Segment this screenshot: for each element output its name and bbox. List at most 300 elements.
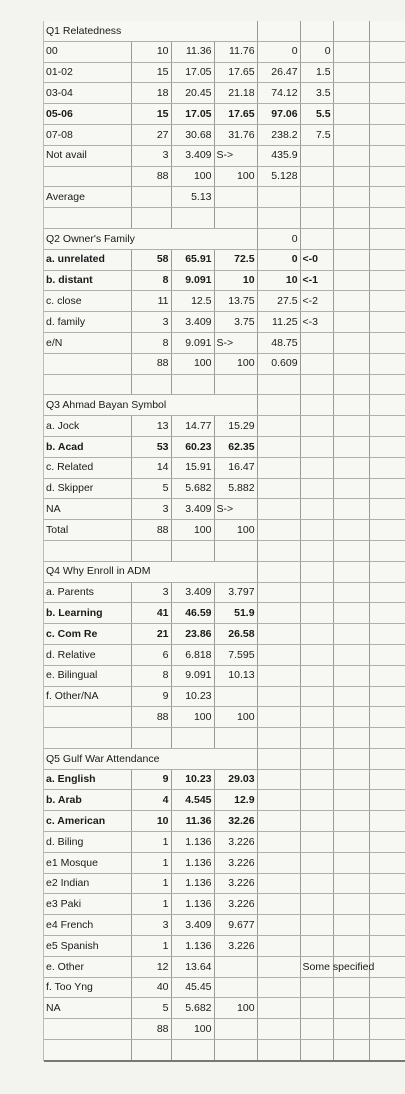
cell-count: 13 bbox=[131, 416, 171, 437]
cell-label: NA bbox=[44, 998, 131, 1019]
table-row bbox=[44, 332, 405, 353]
empty-cell bbox=[257, 208, 300, 229]
empty-cell bbox=[333, 540, 369, 561]
cell-valid-percent: 62.35 bbox=[214, 436, 257, 457]
empty-cell bbox=[369, 748, 405, 769]
table-row bbox=[44, 83, 405, 104]
empty-cell bbox=[369, 520, 405, 541]
cell-label: a. Jock bbox=[44, 416, 131, 437]
empty-cell bbox=[369, 21, 405, 41]
cell-count: 12 bbox=[131, 956, 171, 977]
empty-cell bbox=[300, 624, 333, 645]
cell-percent: 100 bbox=[171, 520, 214, 541]
empty-cell bbox=[369, 540, 405, 561]
empty-cell bbox=[257, 852, 300, 873]
cell-percent: 3.409 bbox=[171, 312, 214, 333]
empty-cell bbox=[333, 332, 369, 353]
empty-cell bbox=[257, 728, 300, 749]
empty-cell bbox=[257, 457, 300, 478]
empty-cell bbox=[369, 873, 405, 894]
empty-cell bbox=[171, 1040, 214, 1061]
empty-cell bbox=[369, 145, 405, 166]
cell-valid-percent: 7.595 bbox=[214, 644, 257, 665]
section-title: Q3 Ahmad Bayan Symbol bbox=[44, 395, 257, 416]
cell-col-f: 5.5 bbox=[300, 104, 333, 125]
cell-percent: 65.91 bbox=[171, 249, 214, 270]
cell-valid-percent: 3.75 bbox=[214, 312, 257, 333]
cell-valid-percent: 5.882 bbox=[214, 478, 257, 499]
empty-cell bbox=[257, 416, 300, 437]
cell-count: 8 bbox=[131, 270, 171, 291]
cell-valid-percent: S-> bbox=[214, 332, 257, 353]
table-row bbox=[44, 291, 405, 312]
table-row bbox=[44, 977, 405, 998]
cell-percent: 10.23 bbox=[171, 686, 214, 707]
empty-cell bbox=[333, 790, 369, 811]
cell-label: 00 bbox=[44, 41, 131, 62]
table-row bbox=[44, 104, 405, 125]
empty-cell bbox=[300, 561, 333, 582]
empty-cell bbox=[333, 249, 369, 270]
empty-cell bbox=[300, 208, 333, 229]
table-row bbox=[44, 1019, 405, 1040]
cell-label: d. Relative bbox=[44, 644, 131, 665]
empty-cell bbox=[369, 312, 405, 333]
cell-percent: 1.136 bbox=[171, 873, 214, 894]
table-row bbox=[44, 956, 405, 977]
empty-cell bbox=[333, 873, 369, 894]
empty-cell bbox=[333, 353, 369, 374]
empty-cell bbox=[333, 707, 369, 728]
empty-cell bbox=[333, 686, 369, 707]
empty-cell bbox=[44, 1019, 131, 1040]
cell-percent: 100 bbox=[171, 353, 214, 374]
empty-cell bbox=[257, 707, 300, 728]
empty-cell bbox=[333, 1040, 369, 1061]
table-row bbox=[44, 62, 405, 83]
empty-cell bbox=[369, 624, 405, 645]
empty-cell bbox=[369, 62, 405, 83]
section-title: Q5 Gulf War Attendance bbox=[44, 748, 257, 769]
table-row bbox=[44, 665, 405, 686]
empty-cell bbox=[131, 374, 171, 395]
empty-cell bbox=[300, 603, 333, 624]
table-row bbox=[44, 603, 405, 624]
cell-percent: 45.45 bbox=[171, 977, 214, 998]
cell-label: f. Too Yng bbox=[44, 977, 131, 998]
empty-cell bbox=[171, 208, 214, 229]
cell-count: 88 bbox=[131, 166, 171, 187]
table-row bbox=[44, 478, 405, 499]
table-row bbox=[44, 436, 405, 457]
section-title: Q1 Relatedness bbox=[44, 21, 257, 41]
empty-cell bbox=[257, 478, 300, 499]
empty-cell bbox=[131, 728, 171, 749]
cell-count: 15 bbox=[131, 62, 171, 83]
empty-cell bbox=[300, 998, 333, 1019]
empty-cell bbox=[369, 332, 405, 353]
table-row bbox=[44, 457, 405, 478]
empty-cell bbox=[369, 395, 405, 416]
cell-label: c. American bbox=[44, 811, 131, 832]
spacer-row bbox=[44, 1040, 405, 1061]
cell-valid-percent: 12.9 bbox=[214, 790, 257, 811]
cell-col-e: 48.75 bbox=[257, 332, 300, 353]
empty-cell bbox=[300, 811, 333, 832]
empty-cell bbox=[44, 540, 131, 561]
cell-label: a. English bbox=[44, 769, 131, 790]
cell-valid-percent: 10.13 bbox=[214, 665, 257, 686]
empty-cell bbox=[369, 956, 405, 977]
empty-cell bbox=[257, 21, 300, 41]
empty-cell bbox=[369, 561, 405, 582]
cell-count: 11 bbox=[131, 291, 171, 312]
cell-percent: 100 bbox=[171, 707, 214, 728]
cell-percent: 10.23 bbox=[171, 769, 214, 790]
empty-cell bbox=[171, 374, 214, 395]
empty-cell bbox=[333, 728, 369, 749]
cell-label: e. Other bbox=[44, 956, 131, 977]
cell-count: 1 bbox=[131, 936, 171, 957]
cell-percent: 1.136 bbox=[171, 936, 214, 957]
empty-cell bbox=[300, 228, 333, 249]
cell-label: Not avail bbox=[44, 145, 131, 166]
table-row bbox=[44, 270, 405, 291]
table-row bbox=[44, 353, 405, 374]
empty-cell bbox=[333, 291, 369, 312]
empty-cell bbox=[214, 208, 257, 229]
cell-valid-percent: 15.29 bbox=[214, 416, 257, 437]
empty-cell bbox=[369, 811, 405, 832]
empty-cell bbox=[333, 915, 369, 936]
table-row bbox=[44, 582, 405, 603]
section-title-row bbox=[44, 748, 405, 769]
cell-percent: 1.136 bbox=[171, 894, 214, 915]
empty-cell bbox=[333, 748, 369, 769]
empty-cell bbox=[44, 208, 131, 229]
empty-cell bbox=[333, 644, 369, 665]
cell-valid-percent: 51.9 bbox=[214, 603, 257, 624]
empty-cell bbox=[369, 416, 405, 437]
empty-cell bbox=[131, 540, 171, 561]
empty-cell bbox=[369, 270, 405, 291]
cell-count: 6 bbox=[131, 644, 171, 665]
empty-cell bbox=[131, 187, 171, 208]
cell-col-f: <-3 bbox=[300, 312, 333, 333]
cell-count: 88 bbox=[131, 353, 171, 374]
empty-cell bbox=[257, 395, 300, 416]
empty-cell bbox=[300, 332, 333, 353]
empty-cell bbox=[257, 894, 300, 915]
cell-percent: 9.091 bbox=[171, 270, 214, 291]
empty-cell bbox=[369, 353, 405, 374]
empty-cell bbox=[300, 457, 333, 478]
empty-cell bbox=[369, 124, 405, 145]
cell-count: 3 bbox=[131, 145, 171, 166]
cell-label: c. Related bbox=[44, 457, 131, 478]
cell-col-f: 0 bbox=[300, 41, 333, 62]
cell-count: 4 bbox=[131, 790, 171, 811]
table-row bbox=[44, 166, 405, 187]
empty-cell bbox=[333, 624, 369, 645]
empty-cell bbox=[300, 894, 333, 915]
cell-label: e2 Indian bbox=[44, 873, 131, 894]
cell-col-f: 3.5 bbox=[300, 83, 333, 104]
table-row bbox=[44, 624, 405, 645]
empty-cell bbox=[333, 769, 369, 790]
empty-cell bbox=[369, 478, 405, 499]
cell-count: 1 bbox=[131, 832, 171, 853]
empty-cell bbox=[214, 540, 257, 561]
cell-percent: 17.05 bbox=[171, 62, 214, 83]
empty-cell bbox=[300, 353, 333, 374]
empty-cell bbox=[333, 977, 369, 998]
cell-label: b. Learning bbox=[44, 603, 131, 624]
table-row bbox=[44, 998, 405, 1019]
empty-cell bbox=[131, 1040, 171, 1061]
empty-cell bbox=[333, 62, 369, 83]
cell-count: 1 bbox=[131, 873, 171, 894]
cell-percent: 3.409 bbox=[171, 145, 214, 166]
empty-cell bbox=[369, 1019, 405, 1040]
table-row bbox=[44, 707, 405, 728]
empty-cell bbox=[257, 561, 300, 582]
empty-cell bbox=[257, 665, 300, 686]
cell-label: b. distant bbox=[44, 270, 131, 291]
cell-valid-percent: 3.226 bbox=[214, 936, 257, 957]
empty-cell bbox=[300, 395, 333, 416]
empty-cell bbox=[300, 1040, 333, 1061]
cell-percent: 5.682 bbox=[171, 478, 214, 499]
cell-col-e: 0 bbox=[257, 41, 300, 62]
empty-cell bbox=[300, 145, 333, 166]
table-row bbox=[44, 852, 405, 873]
empty-cell bbox=[369, 457, 405, 478]
empty-cell bbox=[257, 936, 300, 957]
cell-percent: 3.409 bbox=[171, 582, 214, 603]
cell-count: 18 bbox=[131, 83, 171, 104]
cell-label: e4 French bbox=[44, 915, 131, 936]
empty-cell bbox=[333, 21, 369, 41]
empty-cell bbox=[300, 166, 333, 187]
empty-cell bbox=[369, 208, 405, 229]
cell-col-e: 11.25 bbox=[257, 312, 300, 333]
cell-percent: 4.545 bbox=[171, 790, 214, 811]
empty-cell bbox=[257, 1019, 300, 1040]
cell-valid-percent: S-> bbox=[214, 499, 257, 520]
table-row bbox=[44, 499, 405, 520]
empty-cell bbox=[333, 208, 369, 229]
empty-cell bbox=[257, 998, 300, 1019]
cell-col-f: <-2 bbox=[300, 291, 333, 312]
empty-cell bbox=[257, 540, 300, 561]
cell-label: Total bbox=[44, 520, 131, 541]
empty-cell bbox=[257, 436, 300, 457]
empty-cell bbox=[300, 21, 333, 41]
cell-valid-percent: 100 bbox=[214, 166, 257, 187]
empty-cell bbox=[369, 83, 405, 104]
empty-cell bbox=[333, 436, 369, 457]
cell-valid-percent: 29.03 bbox=[214, 769, 257, 790]
empty-cell bbox=[369, 728, 405, 749]
empty-cell bbox=[369, 603, 405, 624]
empty-cell bbox=[333, 832, 369, 853]
empty-cell bbox=[257, 686, 300, 707]
cell-percent: 9.091 bbox=[171, 665, 214, 686]
empty-cell bbox=[171, 728, 214, 749]
empty-cell bbox=[300, 686, 333, 707]
empty-cell bbox=[300, 873, 333, 894]
empty-cell bbox=[214, 374, 257, 395]
cell-percent: 3.409 bbox=[171, 499, 214, 520]
empty-cell bbox=[257, 499, 300, 520]
empty-cell bbox=[333, 104, 369, 125]
empty-cell bbox=[333, 603, 369, 624]
cell-valid-percent: 100 bbox=[214, 353, 257, 374]
empty-cell bbox=[333, 312, 369, 333]
section-title: Q2 Owner's Family bbox=[44, 228, 257, 249]
empty-cell bbox=[333, 83, 369, 104]
empty-cell bbox=[333, 1019, 369, 1040]
cell-percent: 5.13 bbox=[171, 187, 214, 208]
cell-percent: 1.136 bbox=[171, 832, 214, 853]
table-row bbox=[44, 811, 405, 832]
empty-cell bbox=[369, 104, 405, 125]
empty-cell bbox=[333, 416, 369, 437]
spacer-row bbox=[44, 728, 405, 749]
empty-cell bbox=[171, 540, 214, 561]
empty-cell bbox=[257, 790, 300, 811]
empty-cell bbox=[300, 644, 333, 665]
cell-label: f. Other/NA bbox=[44, 686, 131, 707]
cell-percent: 15.91 bbox=[171, 457, 214, 478]
cell-count: 40 bbox=[131, 977, 171, 998]
empty-cell bbox=[369, 499, 405, 520]
cell-count: 58 bbox=[131, 249, 171, 270]
cell-valid-percent: 3.226 bbox=[214, 852, 257, 873]
empty-cell bbox=[333, 41, 369, 62]
cell-valid-percent: 3.226 bbox=[214, 832, 257, 853]
cell-valid-percent: 17.65 bbox=[214, 104, 257, 125]
table-row bbox=[44, 769, 405, 790]
cell-label: d. family bbox=[44, 312, 131, 333]
table-row bbox=[44, 644, 405, 665]
cell-col-f: <-1 bbox=[300, 270, 333, 291]
cell-col-e: 97.06 bbox=[257, 104, 300, 125]
table-row bbox=[44, 873, 405, 894]
cell-valid-percent: 100 bbox=[214, 998, 257, 1019]
empty-cell bbox=[333, 811, 369, 832]
cell-col-e: 435.9 bbox=[257, 145, 300, 166]
empty-cell bbox=[369, 436, 405, 457]
cell-valid-percent: 13.75 bbox=[214, 291, 257, 312]
spacer-row bbox=[44, 374, 405, 395]
empty-cell bbox=[369, 915, 405, 936]
cell-count: 53 bbox=[131, 436, 171, 457]
cell-col-e: 5.128 bbox=[257, 166, 300, 187]
empty-cell bbox=[369, 977, 405, 998]
empty-cell bbox=[300, 832, 333, 853]
cell-valid-percent: 3.797 bbox=[214, 582, 257, 603]
section-title: Q4 Why Enroll in ADM bbox=[44, 561, 257, 582]
empty-cell bbox=[333, 457, 369, 478]
table-row bbox=[44, 41, 405, 62]
empty-cell bbox=[369, 852, 405, 873]
empty-cell bbox=[44, 1040, 131, 1061]
empty-cell bbox=[44, 374, 131, 395]
cell-label: NA bbox=[44, 499, 131, 520]
cell-valid-percent: 31.76 bbox=[214, 124, 257, 145]
empty-cell bbox=[214, 977, 257, 998]
empty-cell bbox=[300, 520, 333, 541]
cell-label: b. Arab bbox=[44, 790, 131, 811]
cell-label: 03-04 bbox=[44, 83, 131, 104]
cell-label: e5 Spanish bbox=[44, 936, 131, 957]
cell-percent: 17.05 bbox=[171, 104, 214, 125]
cell-count: 14 bbox=[131, 457, 171, 478]
empty-cell bbox=[300, 478, 333, 499]
cell-label: c. close bbox=[44, 291, 131, 312]
empty-cell bbox=[333, 270, 369, 291]
section-title-row bbox=[44, 395, 405, 416]
cell-count: 88 bbox=[131, 707, 171, 728]
cell-count: 41 bbox=[131, 603, 171, 624]
cell-percent: 9.091 bbox=[171, 332, 214, 353]
empty-cell bbox=[257, 187, 300, 208]
cell-col-e: 26.47 bbox=[257, 62, 300, 83]
empty-cell bbox=[333, 582, 369, 603]
empty-cell bbox=[333, 520, 369, 541]
empty-cell bbox=[333, 936, 369, 957]
empty-cell bbox=[369, 582, 405, 603]
empty-cell bbox=[369, 998, 405, 1019]
empty-cell bbox=[257, 811, 300, 832]
empty-cell bbox=[369, 41, 405, 62]
cell-percent: 1.136 bbox=[171, 852, 214, 873]
empty-cell bbox=[131, 208, 171, 229]
empty-cell bbox=[214, 686, 257, 707]
section-title-row bbox=[44, 561, 405, 582]
empty-cell bbox=[300, 936, 333, 957]
cell-col-f: 7.5 bbox=[300, 124, 333, 145]
cell-count: 3 bbox=[131, 312, 171, 333]
cell-label: e1 Mosque bbox=[44, 852, 131, 873]
empty-cell bbox=[257, 769, 300, 790]
cell-label: Average bbox=[44, 187, 131, 208]
cell-label: d. Skipper bbox=[44, 478, 131, 499]
cell-valid-percent: 32.26 bbox=[214, 811, 257, 832]
cell-valid-percent: 17.65 bbox=[214, 62, 257, 83]
empty-cell bbox=[44, 707, 131, 728]
empty-cell bbox=[257, 915, 300, 936]
cell-col-f: <-0 bbox=[300, 249, 333, 270]
empty-cell bbox=[369, 707, 405, 728]
empty-cell bbox=[300, 748, 333, 769]
empty-cell bbox=[369, 291, 405, 312]
cell-label: 05-06 bbox=[44, 104, 131, 125]
cell-label: 01-02 bbox=[44, 62, 131, 83]
cell-col-e: 0.609 bbox=[257, 353, 300, 374]
empty-cell bbox=[333, 998, 369, 1019]
empty-cell bbox=[257, 624, 300, 645]
empty-cell bbox=[300, 187, 333, 208]
empty-cell bbox=[214, 956, 257, 977]
cell-percent: 5.682 bbox=[171, 998, 214, 1019]
sheet-bottom-border bbox=[44, 1060, 405, 1062]
table-row bbox=[44, 416, 405, 437]
empty-cell bbox=[257, 520, 300, 541]
empty-cell bbox=[300, 665, 333, 686]
